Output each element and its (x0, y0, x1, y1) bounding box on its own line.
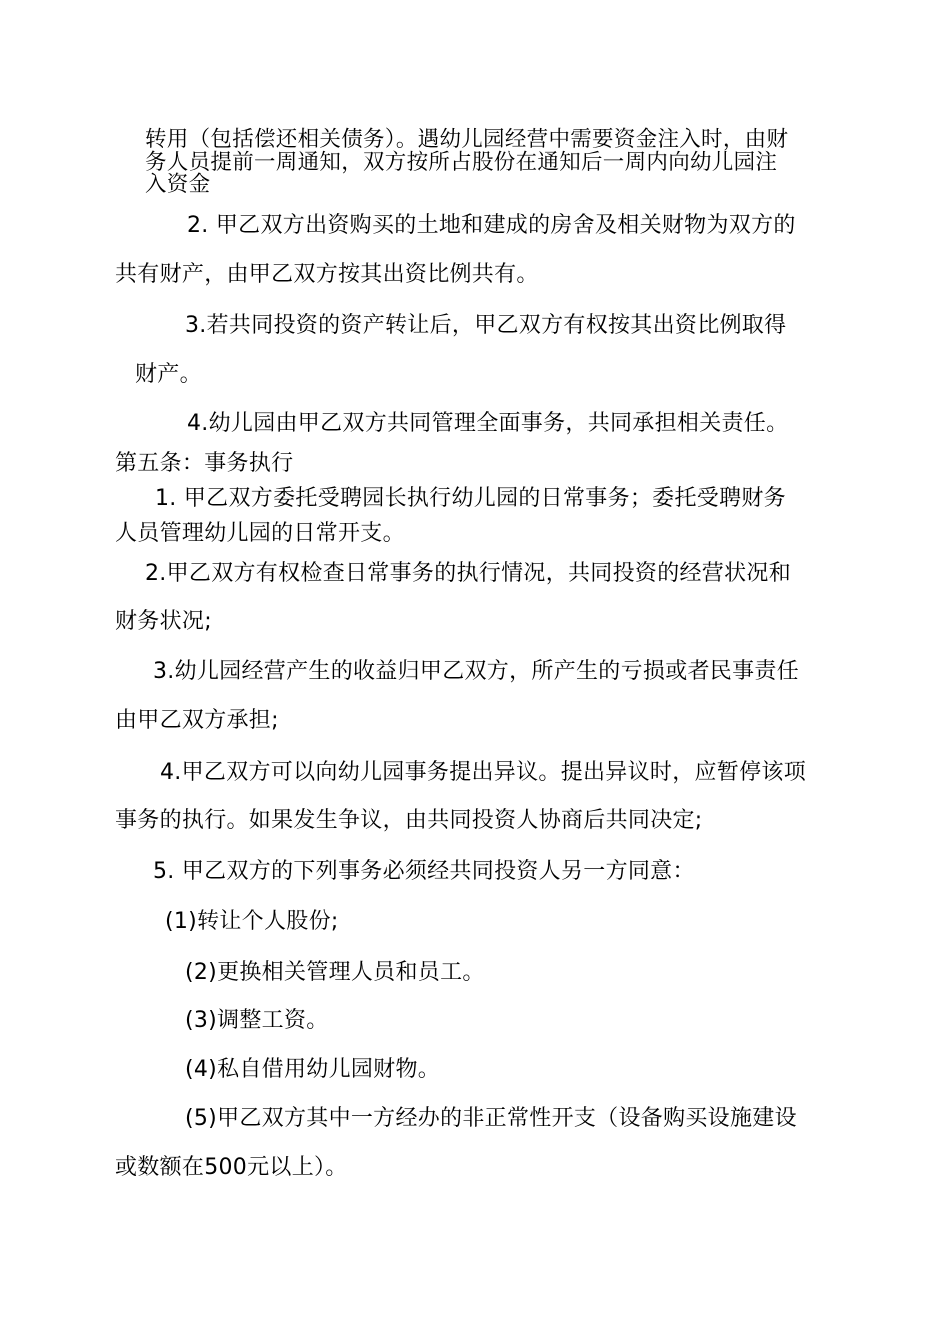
item2-line-1: 2. 甲乙双方出资购买的土地和建成的房舍及相关财物为双方的 (187, 213, 796, 238)
item2-line-2: 共有财产，由甲乙双方按其出资比例共有。 (115, 262, 539, 287)
a5-item3-line-1: 3.幼儿园经营产生的收益归甲乙双方，所产生的亏损或者民事责任 (153, 659, 799, 684)
sub-item-5-line-2: 或数额在500元以上）。 (115, 1155, 348, 1180)
a5-item2-line-2: 财务状况; (115, 609, 212, 634)
sub-item-2: (2)更换相关管理人员和员工。 (185, 960, 485, 985)
sub-item-3: (3)调整工资。 (185, 1008, 329, 1033)
intro-line-3: 入资金 (145, 172, 211, 197)
intro-line-1: 转用（包括偿还相关债务）。遇幼儿园经营中需要资金注入时，由财 (145, 127, 789, 152)
item3-line-2: 财产。 (135, 362, 202, 387)
sub-item-4: (4)私自借用幼儿园财物。 (185, 1057, 441, 1082)
sub-item-1: (1)转让个人股份; (165, 909, 339, 934)
a5-item1-line-1: 1. 甲乙双方委托受聘园长执行幼儿园的日常事务；委托受聘财务 (155, 486, 786, 511)
a5-item4-line-1: 4.甲乙双方可以向幼儿园事务提出异议。提出异议时，应暂停该项 (160, 760, 806, 785)
a5-item4-line-2: 事务的执行。如果发生争议，由共同投资人协商后共同决定; (115, 808, 703, 833)
a5-item3-line-2: 由甲乙双方承担; (115, 708, 279, 733)
sub-item-5-line-1: (5)甲乙双方其中一方经办的非正常性开支（设备购买设施建设 (185, 1106, 797, 1131)
item3-line-1: 3.若共同投资的资产转让后，甲乙双方有权按其出资比例取得 (185, 313, 787, 338)
intro-line-2: 务人员提前一周通知，双方按所占股份在通知后一周内向幼儿园注 (145, 150, 778, 175)
article5-heading: 第五条：事务执行 (115, 451, 294, 476)
item4-line-1: 4.幼儿园由甲乙双方共同管理全面事务，共同承担相关责任。 (187, 411, 789, 436)
a5-item1-line-2: 人员管理幼儿园的日常开支。 (115, 521, 405, 546)
a5-item5-line-1: 5. 甲乙双方的下列事务必须经共同投资人另一方同意： (153, 859, 695, 884)
a5-item2-line-1: 2.甲乙双方有权检查日常事务的执行情况，共同投资的经营状况和 (145, 561, 791, 586)
